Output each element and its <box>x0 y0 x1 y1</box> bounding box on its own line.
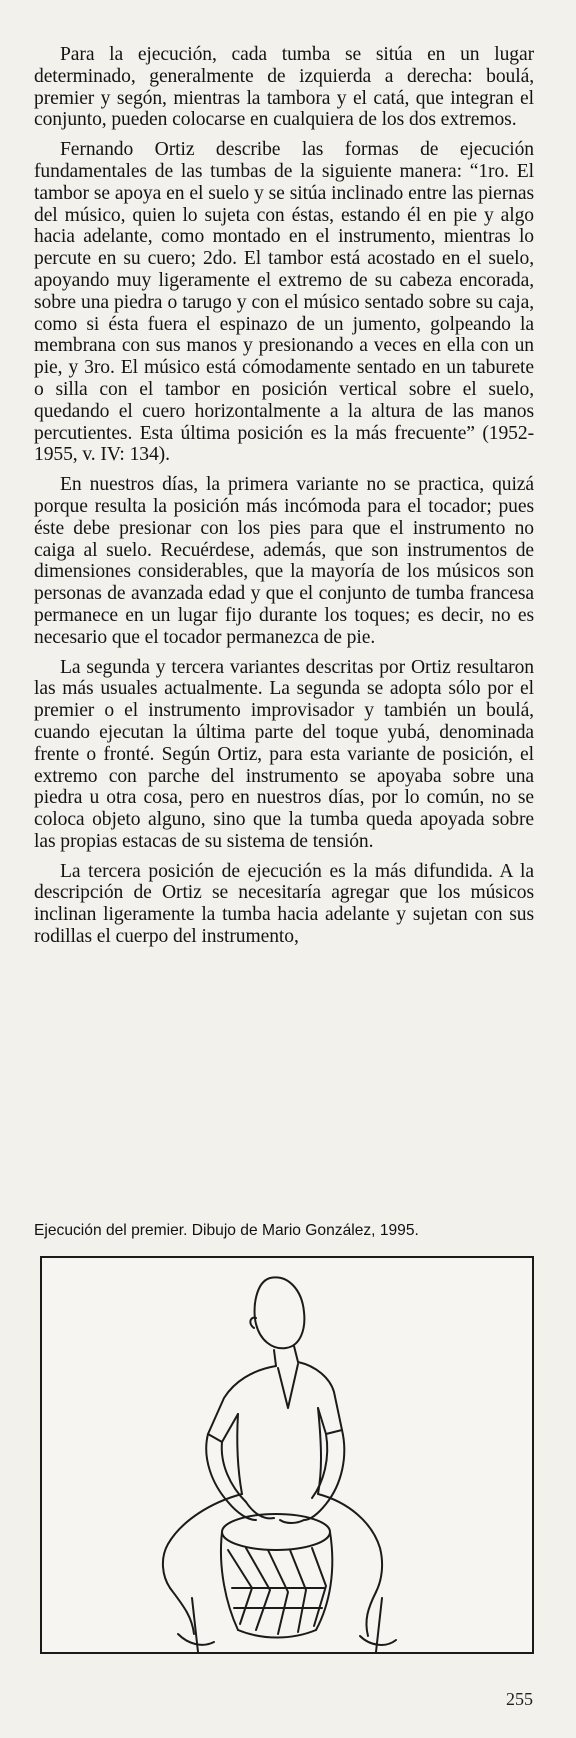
figure-caption: Ejecución del premier. Dibujo de Mario González, 1995. <box>34 1222 419 1239</box>
paragraph-4: La segunda y tercera variantes descritas por Ortiz resultaron las más usuales actualmente. La segunda se adopta sólo por el premier o el instrumento improvisador y también un boulá, cuando ejecutan la última parte del toque yubá, denominada frente o fronté. Según Ortiz, para esta variante de posición, el extremo con parche del instrumento se apoyaba sobre una piedra u otra cosa, pero en nuestros días, por lo común, no se coloca objeto alguno, sino que la tumba queda apoyada sobre las propias estacas de su sistema de tensión. <box>34 656 534 852</box>
body-text <box>34 44 534 948</box>
paragraph-1: Para la ejecución, cada tumba se sitúa en un lugar determinado, generalmente de izquierda a derecha: boulá, premier y segón, mientras la tambora y el catá, que integran el conjunto, pueden colocarse en cualquiera de los dos extremos. <box>34 44 534 131</box>
drummer-drawing <box>42 1258 534 1654</box>
paragraph-3: En nuestros días, la primera variante no se practica, quizá porque resulta la posición más incómoda para el tocador; pues éste debe presionar con los pies para que el instrumento no caiga al suelo. Recuérdese, además, que son instrumentos de dimensiones considerables, que la mayoría de los músicos son personas de avanzada edad y que el conjunto de tumba francesa permanece en un lugar fijo durante los toques; es decir, no es necesario que el tocador permanezca de pie. <box>34 474 534 648</box>
figure-illustration <box>40 1256 534 1654</box>
paragraph-5: La tercera posición de ejecución es la más difundida. A la descripción de Ortiz se necesitaría agregar que los músicos inclinan ligeramente la tumba hacia adelante y sujetan con sus rodillas el cuerpo del instrumento, <box>34 860 534 948</box>
page-number: 255 <box>506 1689 533 1709</box>
paragraph-2: Fernando Ortiz describe las formas de ejecución fundamentales de las tumbas de la siguiente manera: “1ro. El tambor se apoya en el suelo y se sitúa inclinado entre las piernas del músico, quien lo sujeta con éstas, estando él en pie y algo hacia adelante, como montado en el instrumento, mientras lo percute en su cuero; 2do. El tambor está acostado en el suelo, apoyando muy ligeramente el extremo de su cabeza encorada, sobre una piedra o tarugo y con el músico sentado sobre su caja, como si ésta fuera el espinazo de un jumento, golpeando la membrana con sus manos y presionando a veces en ella con un pie, y 3ro. El músico está cómodamente sentado en un taburete o silla con el tambor en posición vertical sobre el suelo, quedando el cuero horizontalmente a la altura de las manos percutientes. Esta última posición es la más frecuente” (1952-1955, v. IV: 134). <box>34 139 534 466</box>
